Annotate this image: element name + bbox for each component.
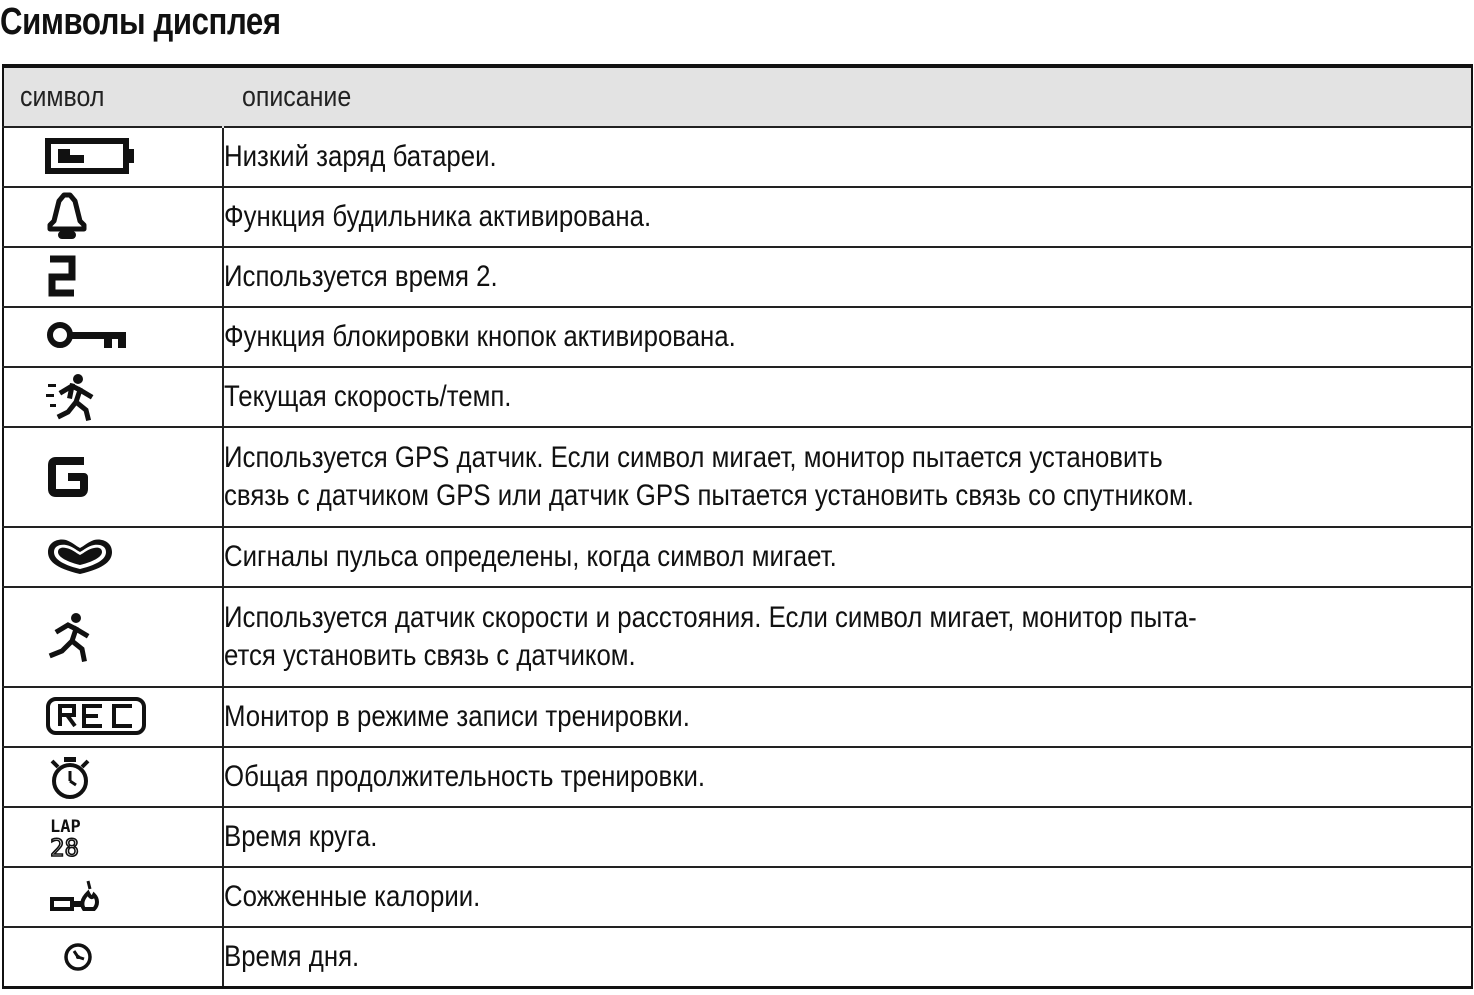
header-description: описание [223,66,1472,127]
description-cell: Используется время 2. [223,247,1472,307]
description-cell: Время дня. [223,927,1472,988]
alarm-bell-icon [44,191,144,243]
rec-icon [44,695,150,739]
description-cell: Время круга. [223,807,1472,867]
description-cell: Используется датчик скорости и расстояния. Если символ мигает, монитор пыта- ется установить связь с датчиком. [223,587,1472,687]
symbol-cell [3,807,223,867]
table-row [3,747,1472,807]
table-row [3,687,1472,747]
symbols-table [2,64,1473,989]
description-cell: Общая продолжительность тренировки. [223,747,1472,807]
description-cell: Низкий заряд батареи. [223,127,1472,187]
table-row [3,527,1472,587]
running-speed-icon [44,372,144,422]
symbol-cell [3,247,223,307]
heart-icon [44,534,144,580]
header-symbol: символ [3,66,223,127]
lap-icon-label: LAP [50,817,81,837]
key-lock-icon [44,317,144,357]
symbol-cell [3,187,223,247]
battery-low-icon [44,137,144,177]
symbol-cell [3,367,223,427]
symbol-cell [3,927,223,988]
time-2-icon [44,253,144,301]
description-cell: Сожженные калории. [223,867,1472,927]
stopwatch-icon [44,753,144,801]
table-row [3,187,1472,247]
table-row [3,807,1472,867]
table-row [3,367,1472,427]
table-row [3,127,1472,187]
table-row [3,307,1472,367]
symbol-cell [3,587,223,687]
clock-icon [44,937,144,977]
table-header-row [3,66,1472,127]
runner-icon [44,611,144,663]
calories-icon [44,877,144,917]
page-title: Символы дисплея [0,1,281,43]
symbol-cell [3,427,223,527]
description-cell: Функция блокировки кнопок активирована. [223,307,1472,367]
symbol-cell [3,527,223,587]
description-cell: Монитор в режиме записи тренировки. [223,687,1472,747]
description-cell: Сигналы пульса определены, когда символ мигает. [223,527,1472,587]
symbol-cell [3,867,223,927]
table-row [3,867,1472,927]
gps-g-icon [44,451,144,503]
table-row [3,247,1472,307]
table-row [3,427,1472,527]
lap-icon-number: 28 [50,834,79,862]
description-cell: Используется GPS датчик. Если символ мигает, монитор пытается установить связь с датчиком GPS или датчик GPS пытается установить связь со спутником. [223,427,1472,527]
description-cell: Текущая скорость/темп. [223,367,1472,427]
symbol-cell [3,687,223,747]
table-row [3,927,1472,988]
description-cell: Функция будильника активирована. [223,187,1472,247]
symbol-cell [3,307,223,367]
symbol-cell [3,747,223,807]
table-row [3,587,1472,687]
lap-icon [44,812,144,862]
symbol-cell [3,127,223,187]
